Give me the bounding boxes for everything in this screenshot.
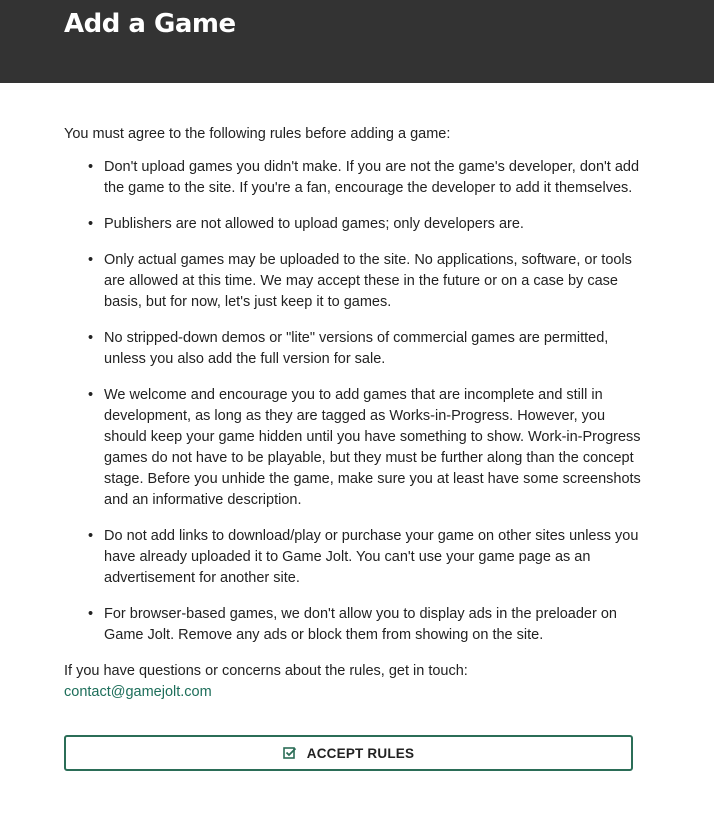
rule-text: Only actual games may be uploaded to the site. No applications, software, or tools are allowed at this time. We may accept these in the future or on a case by case basis, but for now, let's just keep it to games. bbox=[104, 252, 632, 310]
bullet-icon: • bbox=[88, 606, 94, 622]
accept-rules-button[interactable] bbox=[64, 735, 633, 771]
list-item bbox=[86, 526, 650, 589]
bullet-icon: • bbox=[88, 252, 94, 268]
list-item bbox=[86, 328, 650, 370]
rules-intro: You must agree to the following rules before adding a game: bbox=[64, 126, 451, 142]
bullet-icon: • bbox=[88, 528, 94, 544]
list-item bbox=[86, 214, 650, 235]
bullet-icon: • bbox=[88, 330, 94, 346]
list-item bbox=[86, 385, 650, 511]
bullet-icon: • bbox=[88, 159, 94, 175]
page-header bbox=[0, 0, 714, 83]
bullet-icon: • bbox=[88, 216, 94, 232]
contact-email-link[interactable]: contact@gamejolt.com bbox=[64, 684, 212, 700]
page-title: Add a Game bbox=[64, 9, 236, 39]
rule-text: Do not add links to download/play or purchase your game on other sites unless you have already uploaded it to Game Jolt. You can't use your game page as an advertisement for another site. bbox=[104, 528, 639, 586]
rule-text: We welcome and encourage you to add games that are incomplete and still in development, as long as they are tagged as Works-in-Progress. However, you should keep your game hidden until you have something to show. Work-in-Progress games do not have to be playable, but they must be further along than the concept stage. Before you unhide the game, make sure you at least have some screenshots and an informative description. bbox=[104, 387, 641, 508]
rules-outro bbox=[64, 661, 650, 703]
rule-text: Don't upload games you didn't make. If you are not the game's developer, don't add the game to the site. If you're a fan, encourage the developer to add it themselves. bbox=[104, 159, 640, 196]
rule-text: Publishers are not allowed to upload games; only developers are. bbox=[104, 216, 524, 232]
rules-list bbox=[64, 157, 650, 646]
checkbox-check-icon bbox=[283, 746, 297, 760]
outro-text: If you have questions or concerns about the rules, get in touch: bbox=[64, 663, 468, 679]
bullet-icon: • bbox=[88, 387, 94, 403]
list-item bbox=[86, 250, 650, 313]
rule-text: For browser-based games, we don't allow you to display ads in the preloader on Game Jolt. Remove any ads or block them from showing on the site. bbox=[104, 606, 617, 643]
list-item bbox=[86, 604, 650, 646]
list-item bbox=[86, 157, 650, 199]
accept-rules-label: ACCEPT RULES bbox=[306, 745, 415, 761]
rule-text: No stripped-down demos or "lite" versions of commercial games are permitted, unless you also add the full version for sale. bbox=[104, 330, 609, 367]
rules-content bbox=[0, 124, 714, 771]
